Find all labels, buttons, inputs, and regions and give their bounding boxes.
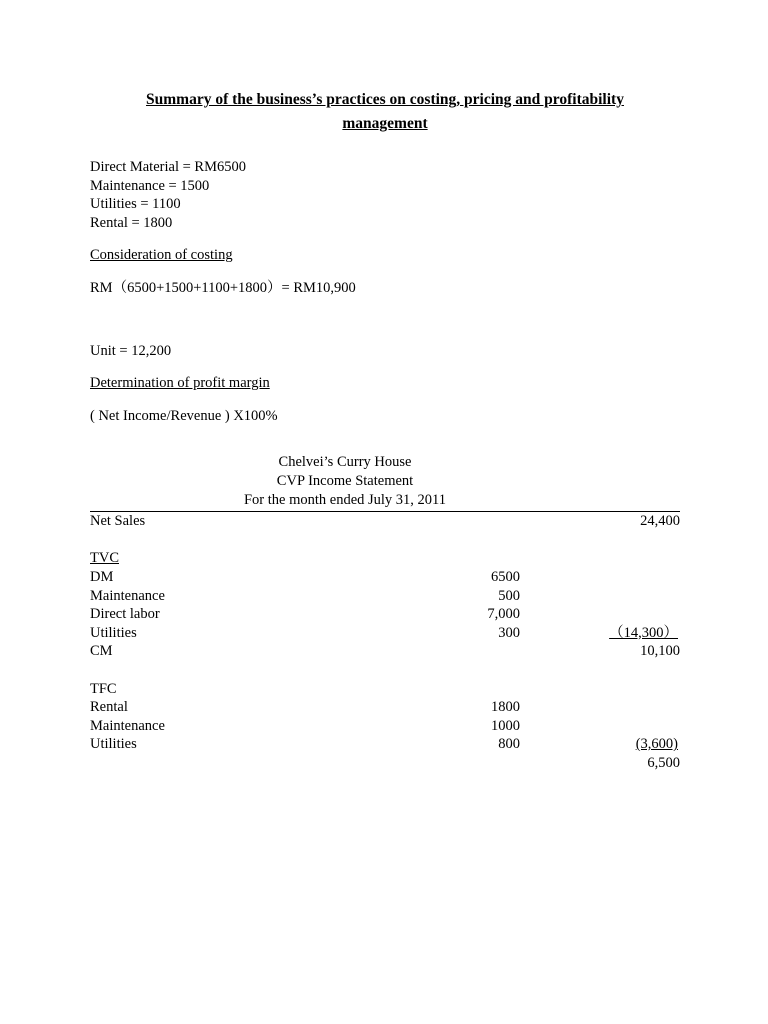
statement-row-detail-amount: 1000 — [491, 717, 520, 734]
statement-row-label: DM — [90, 568, 114, 585]
table-row — [90, 642, 680, 661]
statement-table — [90, 512, 680, 772]
statement-row-total-amount — [520, 587, 680, 606]
unit-line: Unit = 12,200 — [90, 342, 172, 359]
table-row — [90, 698, 680, 717]
statement-row-label: Maintenance — [90, 717, 165, 734]
document-body — [90, 88, 680, 772]
profit-margin-formula: ( Net Income/Revenue ) X100% — [90, 407, 278, 424]
table-row — [90, 754, 680, 773]
statement-row-total-amount — [520, 735, 680, 754]
page-title-line-1: Summary of the business’s practices on costing, pricing and profitability — [146, 91, 624, 108]
statement-row-total-amount — [520, 605, 680, 624]
statement-row-detail-amount — [390, 531, 520, 550]
cost-line-rental: Rental = 1800 — [90, 214, 173, 231]
spacer — [90, 360, 680, 374]
statement-row-label: Maintenance — [90, 587, 165, 604]
statement-row-total-amount — [520, 549, 680, 568]
statement-row-label: Net Sales — [90, 513, 146, 530]
statement-row-label: Direct labor — [90, 606, 160, 623]
statement-row-detail-amount: 1800 — [491, 699, 520, 716]
table-row — [90, 531, 680, 550]
statement-row-label: Utilities — [90, 736, 137, 753]
statement-row-label: TFC — [90, 680, 117, 697]
statement-row-total-amount-text: （14,300） — [609, 624, 678, 641]
heading-consideration-of-costing: Consideration of costing — [90, 247, 233, 264]
statement-row-total-amount — [520, 568, 680, 587]
statement-row-total-amount: 24,400 — [640, 513, 680, 530]
statement-row-detail-amount — [390, 661, 520, 680]
statement-row-label — [90, 531, 390, 550]
statement-row-total-amount — [520, 717, 680, 736]
table-row — [90, 512, 680, 531]
statement-row-total-amount — [520, 661, 680, 680]
costing-formula: RM（6500+1500+1100+1800）= RM10,900 — [90, 280, 356, 296]
spacer — [90, 298, 680, 328]
statement-row-detail-amount: 800 — [498, 736, 520, 753]
cvp-income-statement — [90, 453, 680, 772]
page-title — [90, 88, 680, 136]
heading-determination-of-profit-margin: Determination of profit margin — [90, 375, 270, 392]
cost-line-utilities: Utilities = 1100 — [90, 196, 181, 213]
statement-row-label: CM — [90, 643, 113, 660]
table-row — [90, 568, 680, 587]
statement-row-detail-amount: 7,000 — [487, 606, 520, 623]
table-row — [90, 605, 680, 624]
statement-row-label — [90, 549, 390, 568]
statement-row-detail-amount — [390, 512, 520, 531]
statement-row-total-amount: 10,100 — [640, 643, 680, 660]
table-row — [90, 661, 680, 680]
statement-row-detail-amount: 6500 — [491, 568, 520, 585]
statement-company-name: Chelvei’s Curry House — [278, 454, 412, 471]
table-row — [90, 624, 680, 643]
statement-row-detail-amount — [390, 642, 520, 661]
spacer — [90, 393, 680, 407]
statement-row-detail-amount — [390, 754, 520, 773]
statement-row-label: Rental — [90, 699, 128, 716]
statement-row-label — [90, 754, 390, 773]
statement-row-detail-amount: 500 — [498, 587, 520, 604]
statement-row-detail-amount — [390, 680, 520, 699]
statement-row-total-amount-text: (3,600) — [635, 736, 678, 753]
table-row — [90, 549, 680, 568]
statement-row-label: Utilities — [90, 624, 137, 641]
statement-row-total-amount — [520, 698, 680, 717]
spacer — [90, 265, 680, 279]
spacer — [90, 136, 680, 158]
table-row — [90, 587, 680, 606]
table-row — [90, 680, 680, 699]
statement-row-total-amount — [520, 624, 680, 643]
statement-row-total-amount: 6,500 — [647, 754, 680, 771]
statement-row-label — [90, 661, 390, 680]
statement-row-detail-amount — [390, 549, 520, 568]
table-row — [90, 735, 680, 754]
page-title-line-2: management — [342, 115, 428, 133]
spacer — [90, 328, 680, 342]
statement-period: For the month ended July 31, 2011 — [243, 491, 447, 508]
cost-line-maintenance: Maintenance = 1500 — [90, 177, 210, 194]
cost-line-direct-material: Direct Material = RM6500 — [90, 159, 246, 176]
statement-row-detail-amount: 300 — [498, 624, 520, 641]
statement-row-total-amount — [520, 531, 680, 550]
statement-row-label-text: TVC — [90, 550, 119, 567]
spacer — [90, 232, 680, 246]
statement-row-total-amount — [520, 680, 680, 699]
statement-title: CVP Income Statement — [276, 472, 414, 489]
table-row — [90, 717, 680, 736]
